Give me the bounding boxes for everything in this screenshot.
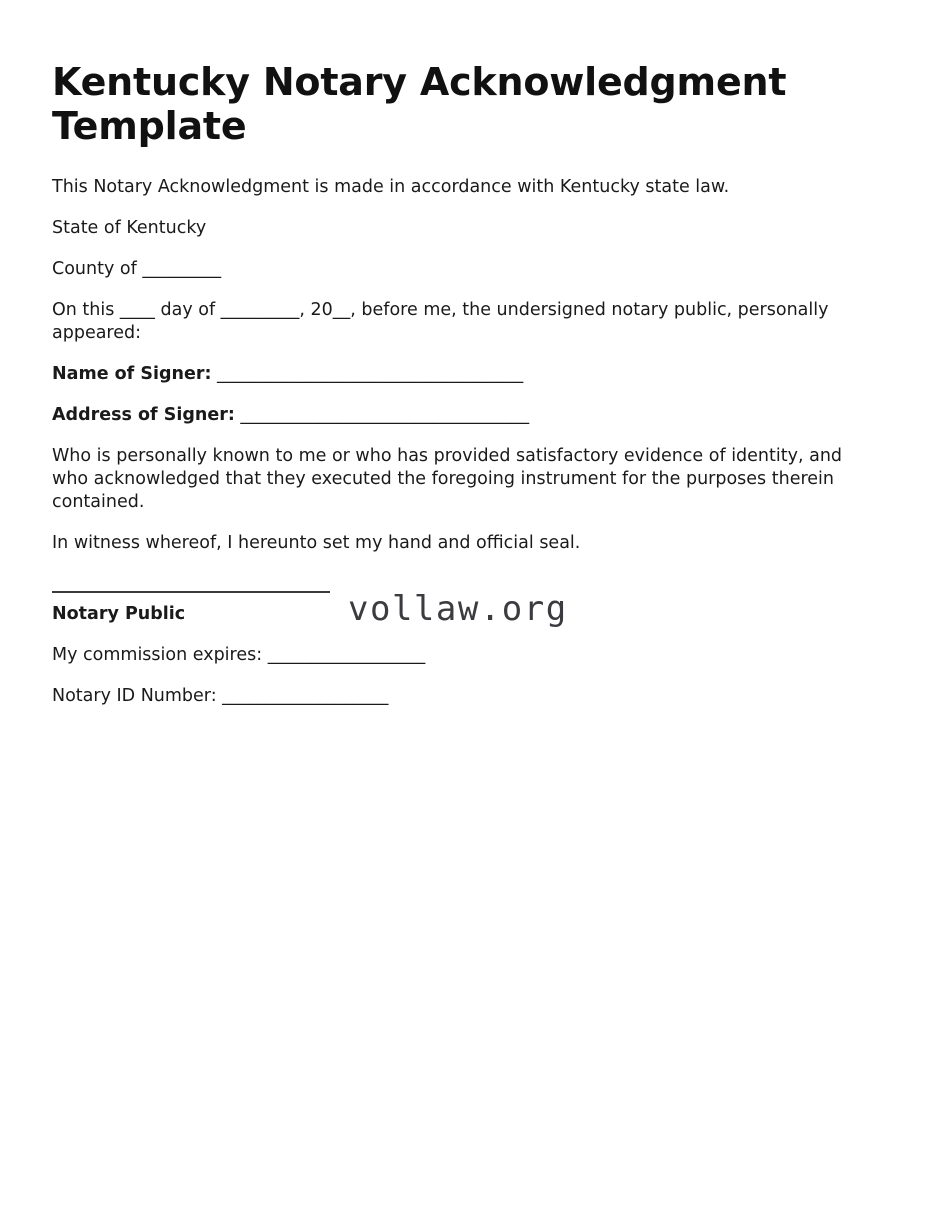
witness-whereof-paragraph: In witness whereof, I hereunto set my hand and official seal. — [52, 533, 581, 553]
commission-expires-line — [52, 644, 880, 667]
name-of-signer-label: Name of Signer: — [52, 364, 212, 384]
commission-expires-label: My commission expires: — [52, 645, 268, 665]
state-line: State of Kentucky — [52, 218, 207, 238]
site-watermark: vollaw.org — [348, 589, 568, 629]
on-this-date-paragraph: On this ____ day of _________, 20__, before me, the undersigned notary public, personally appeared: — [52, 300, 829, 343]
county-blank-field[interactable]: _________ — [142, 259, 222, 279]
address-of-signer-blank-field[interactable]: _________________________________ — [234, 405, 530, 425]
address-of-signer-label: Address of Signer: — [52, 405, 235, 425]
name-of-signer-line — [52, 363, 880, 386]
commission-expires-blank-field[interactable]: __________________ — [267, 645, 426, 665]
notary-signature-line[interactable] — [52, 591, 330, 593]
county-label: County of — [52, 259, 143, 279]
name-of-signer-blank-field[interactable]: ___________________________________ — [211, 364, 524, 384]
intro-paragraph: This Notary Acknowledgment is made in accordance with Kentucky state law. — [52, 177, 730, 197]
address-of-signer-line — [52, 404, 880, 427]
page-title: Kentucky Notary Acknowledgment Template — [52, 60, 787, 148]
notary-id-line — [52, 685, 880, 708]
county-line — [52, 258, 880, 281]
notary-public-label: Notary Public — [52, 604, 186, 624]
personally-known-paragraph: Who is personally known to me or who has provided satisfactory evidence of identity, and who acknowledged that they executed the foregoing instrument for the purposes therein contained. — [52, 446, 843, 512]
notary-id-label: Notary ID Number: — [52, 686, 223, 706]
notary-id-blank-field[interactable]: ___________________ — [222, 686, 389, 706]
